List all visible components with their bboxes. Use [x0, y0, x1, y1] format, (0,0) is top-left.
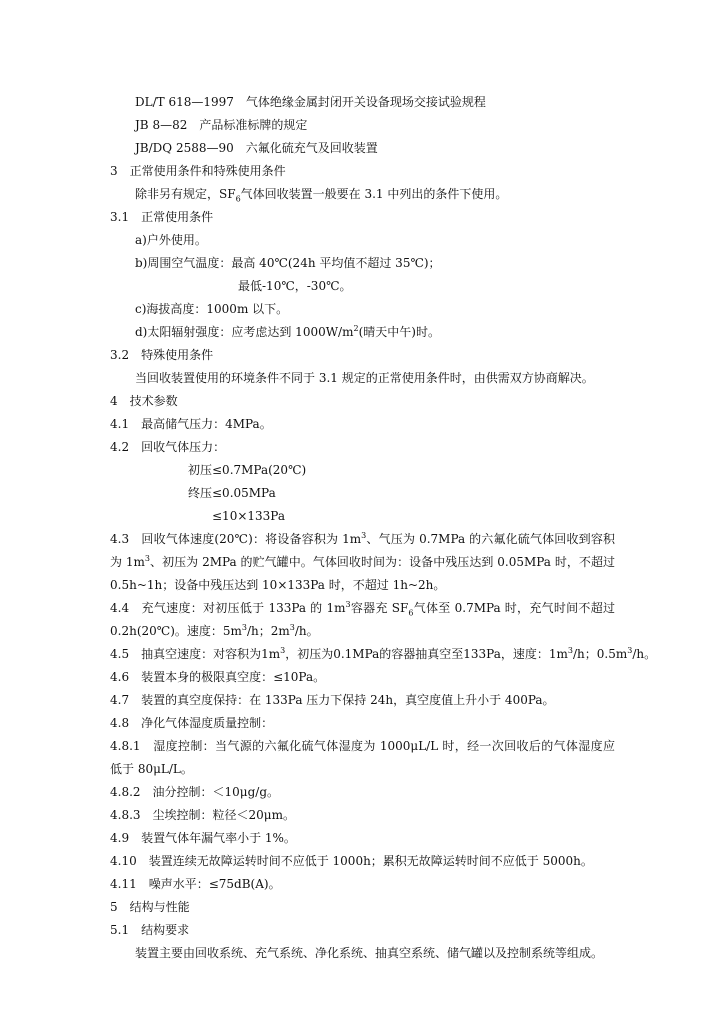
- section-4-2: 4.2 回收气体压力：: [110, 440, 226, 454]
- section-4-3-line-2: 为 $1m^3$、初压为 2MPa 的贮气罐中。气体回收时间为：设备中残压达到 0.05MPa 时，不超过: [110, 554, 615, 569]
- section-3-2-heading: 3.2 特殊使用条件: [110, 348, 214, 362]
- section-4-8-1-line-2: 低于 80μL/L。: [110, 762, 193, 776]
- section-5-1-paragraph: 装置主要由回收系统、充气系统、净化系统、抽真空系统、储气罐以及控制系统等组成。: [135, 946, 604, 960]
- section-4-3-line-3: 0.5h~1h；设备中残压达到 10×133Pa 时，不超过 1h~2h。: [110, 578, 446, 592]
- section-4-8: 4.8 净化气体湿度质量控制：: [110, 716, 274, 730]
- section-3-1-heading: 3.1 正常使用条件: [110, 210, 214, 224]
- section-4-8-2: 4.8.2 油分控制：＜10μg/g。: [110, 785, 280, 799]
- section-4-4-line-1: 4.4 充气速度：对初压低于 133Pa 的 $1m^3$容器充 $SF_6$气体至 0.7MPa 时，充气时间不超过: [110, 600, 615, 618]
- condition-item-d: d)太阳辐射强度：应考虑达到 $1000W/m^2$(晴天中午)时。: [135, 324, 440, 339]
- section-4-6: 4.6 装置本身的极限真空度：≤10Pa。: [110, 670, 326, 684]
- condition-item-c: c)海拔高度：1000m 以下。: [135, 302, 289, 316]
- section-4-11: 4.11 噪声水平：≤75dB(A)。: [110, 877, 281, 891]
- condition-item-b: b)周围空气温度：最高 40℃(24h 平均值不超过 35℃)；: [135, 256, 441, 270]
- section-4-heading: 4 技术参数: [110, 394, 178, 408]
- initial-pressure-value: 初压≤0.7MPa(20℃): [188, 463, 307, 477]
- reference-standard-jb8: JB 8—82 产品标准标牌的规定: [135, 118, 308, 132]
- condition-item-a: a)户外使用。: [135, 233, 207, 247]
- section-4-3-line-1: 4.3 回收气体速度(20℃)：将设备容积为 $1m^3$、气压为 0.7MPa 的六氟化硫气体回收到容积: [110, 531, 615, 546]
- section-4-8-3: 4.8.3 尘埃控制：粒径＜20μm。: [110, 808, 295, 822]
- section-4-9: 4.9 装置气体年漏气率小于 1%。: [110, 831, 296, 845]
- final-pressure-value: 终压≤0.05MPa: [188, 486, 276, 500]
- section-4-5: 4.5 抽真空速度：对容积为$1m^3$，初压为0.1MPa的容器抽真空至133Pa，速度：$1m^3/h$；$0.5m^3/h$。: [110, 646, 657, 661]
- section-4-7: 4.7 装置的真空度保持：在 133Pa 压力下保持 24h，真空度值上升小于 400Pa。: [110, 693, 555, 707]
- section-4-1: 4.1 最高储气压力：4MPa。: [110, 417, 272, 431]
- section-3-paragraph: 除非另有规定，$SF_6$气体回收装置一般要在 3.1 中列出的条件下使用。: [135, 187, 508, 204]
- condition-item-b-continued: 最低-10℃，-30℃。: [238, 279, 352, 293]
- section-5-heading: 5 结构与性能: [110, 900, 190, 914]
- reference-standard-jbdq2588: JB/DQ 2588—90 六氟化硫充气及回收装置: [135, 141, 378, 155]
- section-4-10: 4.10 装置连续无故障运转时间不应低于 1000h；累积无故障运转时间不应低于 5000h。: [110, 854, 593, 868]
- section-3-2-paragraph: 当回收装置使用的环境条件不同于 3.1 规定的正常使用条件时，由供需双方协商解决。: [135, 371, 594, 385]
- section-4-4-line-2: 0.2h(20℃)。速度：$5m^3/h$；$2m^3/h$。: [110, 623, 319, 638]
- final-pressure-alt-value: ≤10×133Pa: [212, 509, 285, 523]
- section-3-heading: 3 正常使用条件和特殊使用条件: [110, 164, 286, 178]
- section-5-1-heading: 5.1 结构要求: [110, 923, 190, 937]
- reference-standard-dlt618: DL/T 618—1997 气体绝缘金属封闭开关设备现场交接试验规程: [135, 95, 486, 109]
- section-4-8-1-line-1: 4.8.1 湿度控制：当气源的六氟化硫气体湿度为 1000μL/L 时，经一次回收后的气体湿度应: [110, 739, 615, 753]
